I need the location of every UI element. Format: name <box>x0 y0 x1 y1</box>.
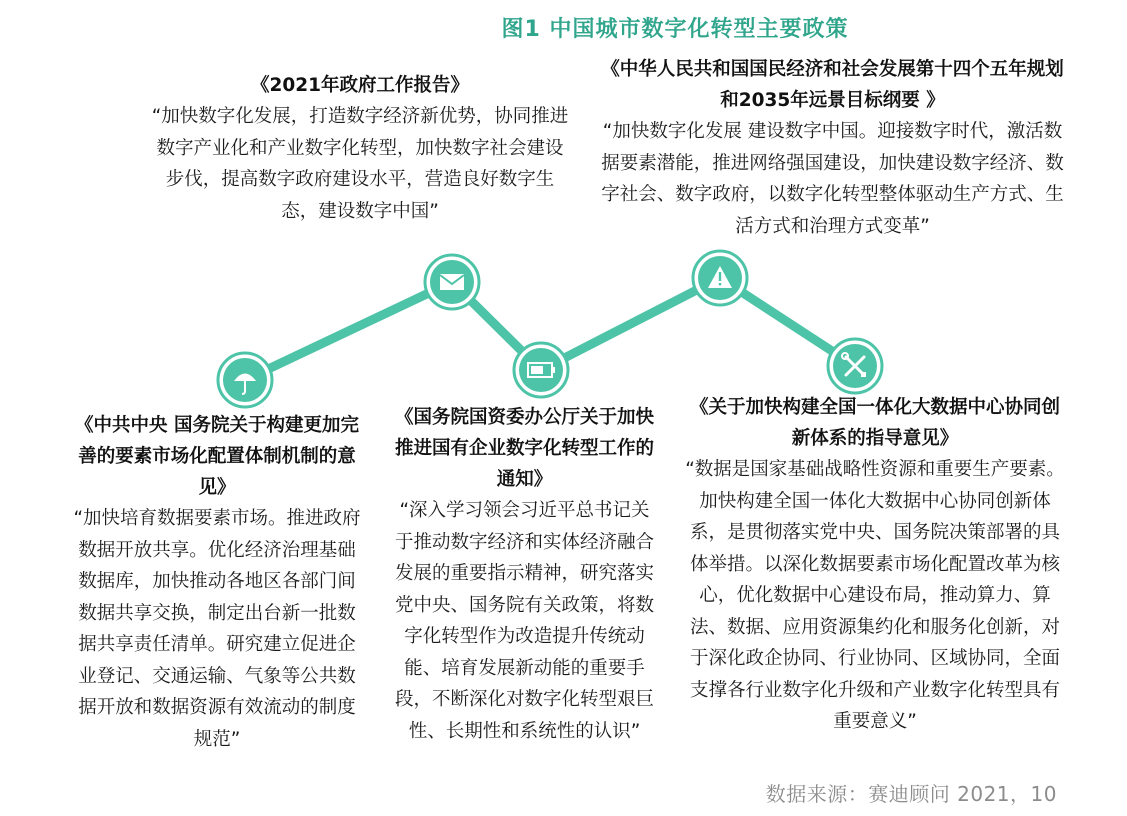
policy-title: 《中华人民共和国国民经济和社会发展第十四个五年规划和2035年远景目标纲要 》 <box>601 59 1064 111</box>
policy-title: 《关于加快构建全国一体化大数据中心协同创新体系的指导意见》 <box>689 397 1060 449</box>
policy-block-14th-five-year-plan <box>595 54 1070 242</box>
policy-quote: “数据是国家基础战略性资源和重要生产要素。加快构建全国一体化大数据中心协同创新体系，是贯彻落实党中央、国务院决策部署的具体举措。以深化数据要素市场化配置改革为核心，优化数据中心建设布局，推动算力、算法、数据、应用资源集约化和服务化创新，对于深化政企协同、行业协同、区域协同，全面支撑各行业数字化升级和产业数字化转型具有重要意义” <box>685 459 1065 732</box>
timeline-node-4 <box>693 251 747 305</box>
policy-title: 《中共中央 国务院关于构建更加完善的要素市场化配置体制机制的意见》 <box>75 415 359 498</box>
policy-block-big-data-center <box>685 392 1065 738</box>
policy-quote: “加快培育数据要素市场。推进政府数据开放共享。优化经济治理基础数据库，加快推动各地区各部门间数据共享交换，制定出台新一批数据共享责任清单。研究建立促进企业登记、交通运输、气象等公共数据开放和数据资源有效流动的制度规范” <box>73 508 361 750</box>
policy-block-2021-report <box>150 70 570 227</box>
policy-quote: “深入学习领会习近平总书记关于推动数字经济和实体经济融合发展的重要指示精神，研究落实党中央、国务院有关政策，将数字化转型作为改造提升传统动能、培育发展新动能的重要手段，不断深化对数字化转型艰巨性、长期性和系统性的认识” <box>394 500 654 742</box>
data-source: 数据来源：赛迪顾问 2021，10 <box>765 782 1057 806</box>
policy-block-factor-market <box>72 410 362 755</box>
timeline-node-5 <box>828 339 882 393</box>
timeline-node-1 <box>218 353 272 407</box>
timeline-node-2 <box>425 255 479 309</box>
policy-block-soe-digital-transformation <box>392 402 657 747</box>
policy-quote: “加快数字化发展，打造数字经济新优势，协同推进数字产业化和产业数字化转型，加快数字社会建设步伐，提高数字政府建设水平，营造良好数字生态，建设数字中国” <box>151 106 569 222</box>
policy-title: 《2021年政府工作报告》 <box>251 75 469 96</box>
timeline-node-3 <box>514 343 568 397</box>
figure-title: 图1 中国城市数字化转型主要政策 <box>501 17 849 42</box>
policy-quote: “加快数字化发展 建设数字中国。迎接数字时代，激活数据要素潜能，推进网络强国建设，加快建设数字经济、数字社会、数字政府，以数字化转型整体驱动生产方式、生活方式和治理方式变革” <box>601 121 1064 237</box>
policy-title: 《国务院国资委办公厅关于加快推进国有企业数字化转型工作的通知》 <box>394 407 654 490</box>
envelope-icon <box>440 274 464 290</box>
